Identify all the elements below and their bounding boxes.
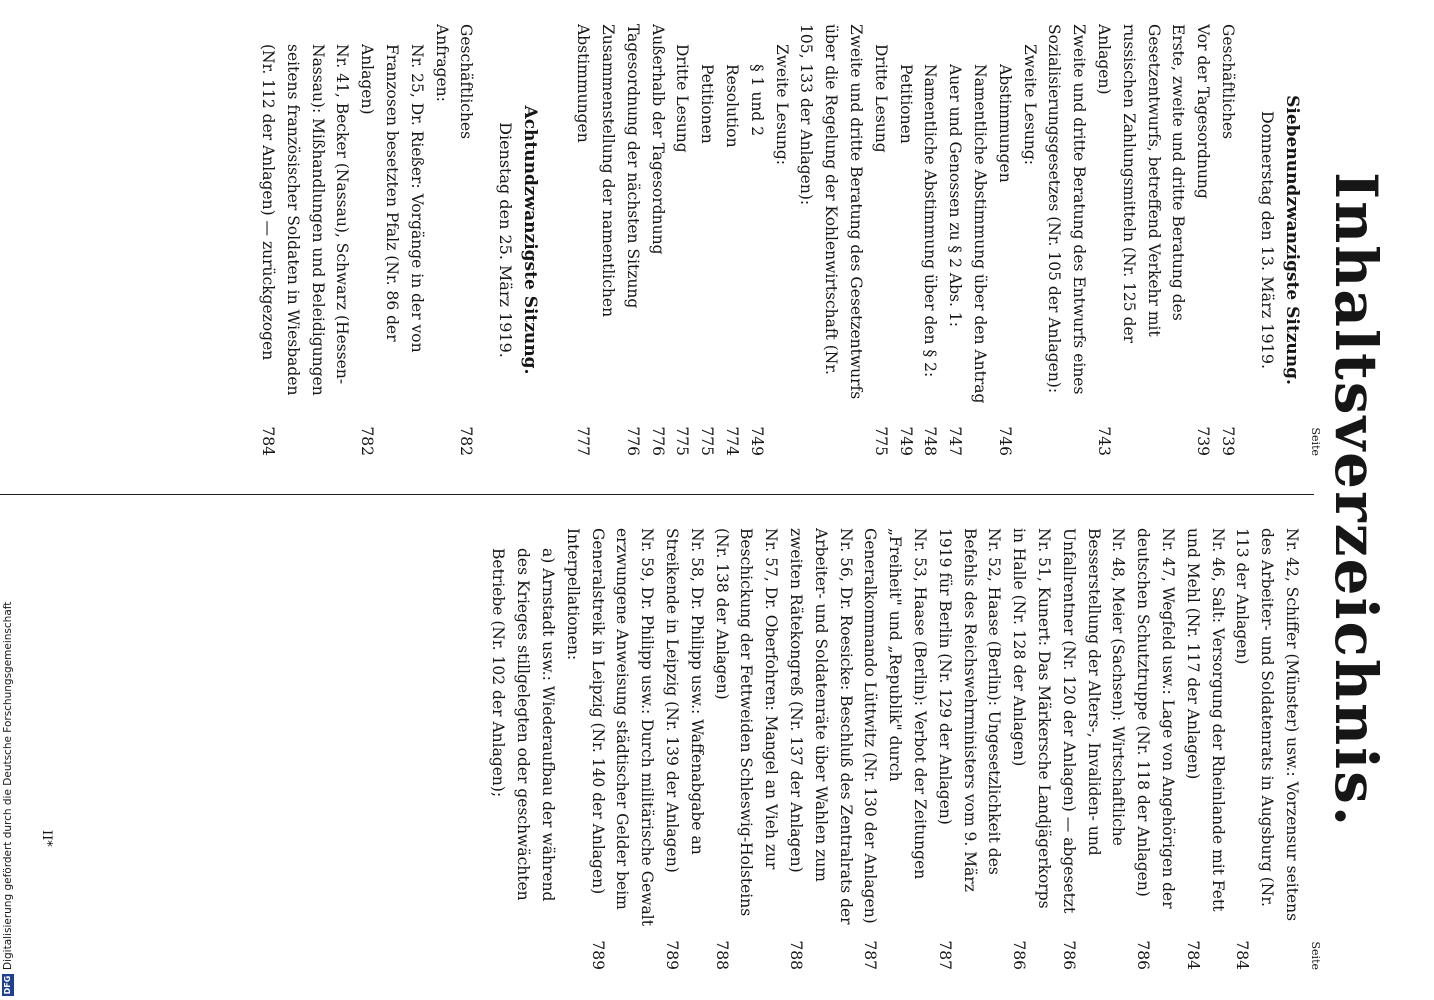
toc-page-number: 789 [663,940,682,970]
toc-entry-text: Nr. 58, Dr. Philipp usw.: Waffenabgabe an Streikende in Leipzig (Nr. 139 der Anlagen) [663,528,706,873]
toc-entry [709,528,783,970]
toc-entry-text: Dritte Lesung [673,44,692,153]
toc-entry-text: Nr. 25, Dr. Rießer: Vorgänge in der von Franzosen besetzten Pfalz (Nr. 86 der Anlagen) [358,44,426,353]
toc-entry-text: Außerhalb der Tagesordnung [648,24,667,255]
toc-entry [794,24,868,456]
toc-page-number: 739 [1194,426,1213,456]
toc-page-number: 788 [712,940,731,970]
toc-entry [1042,24,1092,456]
toc-page-number: 749 [747,426,766,456]
toc-page-number: 784 [1233,940,1252,970]
toc-entry [942,24,992,456]
toc-page-number: 775 [698,426,717,456]
toc-entry [932,528,1006,970]
toc-entry-text: Petitionen [698,64,717,144]
toc-entry [783,528,857,970]
page-title: Inhaltsverzeichnis. [1322,171,1390,829]
toc-entry-text: Vor der Tagesordnung [1194,24,1213,199]
toc-entry-text: Petitionen [896,64,915,144]
toc-entry-text: Erste, zweite und dritte Beratung des Gesetzentwurfs, betreffend Verkehr mit russischen Zahlungsmitteln (Nr. 125 der Anlagen) [1095,24,1188,344]
toc-entry [719,24,744,456]
toc-entry-text: Nr. 53, Haase (Berlin): Verbot der Zeitungen „Freiheit" und „Republik" durch Generalkommando Lüttwitz (Nr. 130 der Anlagen) [861,528,930,924]
toc-entry-text: Nr. 51, Kunert: Das Märkersche Landjägerkorps in Halle (Nr. 128 der Anlagen) [1010,528,1054,909]
toc-page-number: 774 [723,426,742,456]
toc-page-number: 743 [1095,426,1114,456]
toc-page-number: 782 [358,426,377,456]
toc-page-number: 776 [623,426,642,456]
page-label: Seite [1309,427,1322,456]
toc-entry [585,528,659,970]
dfg-logo-icon: DFG [3,975,12,995]
toc-entry [560,528,585,970]
toc-page-number: 787 [935,940,954,970]
toc-page-number: 777 [574,426,593,456]
toc-entry [1180,528,1230,970]
toc-entry-text: Zusammenstellung der namentlichen Abstimmungen [574,24,618,318]
credit-text: Digitalisierung gefördert durch die Deutsche Forschungsgemeinschaft [2,601,14,970]
toc-entry-text: Nr. 41, Becker (Nassau), Schwarz (Hessen-Nassau): Mißhandlungen und Beleidigungen seitens französischer Soldaten in Wiesbaden (Nr. 112 der Anlagen) — zurückgezogen [259,44,352,396]
toc-page-number: 775 [871,426,890,456]
toc-entry-text: Geschäftliches [457,24,476,140]
toc-entry-text: a) Arnstadt usw.: Wiederaufbau der während des Krieges stillgelegten oder geschwächten Betriebe (Nr. 102 der Anlagen); [489,548,558,902]
toc-entry-list [255,24,478,456]
toc-entry-text: Nr. 56, Dr. Roesicke: Beschluß des Zentralrats der Arbeiter- und Soldatenräte über Wahlen zum zweiten Rätekongreß (Nr. 137 der Anlagen) [787,528,855,925]
toc-entry [918,24,943,456]
toc-entry-text: Interpellationen: [563,528,582,661]
toc-entry [255,24,354,456]
toc-page-number: 786 [1010,940,1029,970]
toc-entry [893,24,918,456]
toc-entry-text: Nr. 48, Meier (Sachsen): Wirtschaftliche Besserstellung der Alters-, Invaliden- und Unfallrentner (Nr. 120 der Anlagen) — abgesetzt [1059,528,1128,914]
toc-page-number: 776 [648,426,667,456]
sitting-heading: Siebenundzwanzigste Sitzung. [1282,95,1302,385]
toc-entry [454,24,479,456]
toc-entry-text: Nr. 47, Wegfeld usw.: Lage von Angehörigen der deutschen Schutztruppe (Nr. 118 der Anlagen) [1134,528,1178,909]
toc-entry-text: Zweite und dritte Beratung des Entwurfs eines Sozialisierungsgesetzes (Nr. 105 der Anlagen): [1045,24,1089,395]
toc-entry-list [486,528,1304,970]
toc-page-number: 784 [259,426,278,456]
toc-page-number: 782 [457,426,476,456]
toc-entry-text: Namentliche Abstimmung über den § 2: [921,64,940,378]
toc-entry [355,24,429,456]
toc-page-number: 786 [1059,940,1078,970]
toc-page-number: 775 [673,426,692,456]
toc-entry-text: Zweite Lesung: [772,44,791,166]
toc-entry-list [570,24,1240,456]
toc-entry-text: Dritte Lesung [871,44,890,153]
toc-entry [429,24,454,456]
toc-entry [1056,528,1130,970]
toc-entry [486,528,560,970]
toc-entry-text: Nr. 52, Haase (Berlin): Ungesetzlichkeit des Befehls des Reichswehrministers vom 9. März 1919 für Berlin (Nr. 129 der Anlagen) [935,528,1004,892]
toc-page-number: 788 [787,940,806,970]
toc-entry [659,528,709,970]
toc-entry-text: Nr. 46, Salt: Versorgung der Rheinlande mit Fett und Mehl (Nr. 117 der Anlagen) [1183,528,1227,912]
toc-entry-text: Nr. 42, Schiffer (Münster) usw.: Vorzensur seitens des Arbeiter- und Soldatenrats in Augsburg (Nr. 113 der Anlagen) [1233,528,1301,922]
toc-entry-text: Tagesordnung der nächsten Sitzung [623,24,642,309]
sitting-date: Dienstag den 25. März 1919. [496,122,516,358]
toc-entry [670,24,695,456]
toc-entry-text: Nr. 57, Dr. Oberfohren: Mangel an Vieh zur Beschickung der Fettweiden Schleswig-Holsteins (Nr. 138 der Anlagen) [712,528,781,917]
toc-page-number: 787 [861,940,880,970]
toc-page-number: 747 [946,426,965,456]
toc-entry [694,24,719,456]
right-column [486,528,1322,970]
toc-entry-text: Zweite Lesung: [1020,44,1039,166]
column-divider [0,494,1314,495]
toc-entry [1130,528,1180,970]
left-column [255,24,1322,456]
toc-entry [868,24,893,456]
toc-entry [744,24,769,456]
digitization-credit [2,602,14,996]
sitting-heading: Achtundzwanzigste Sitzung. [520,105,541,375]
toc-entry [858,528,932,970]
toc-page-number: 746 [995,426,1014,456]
toc-entry [620,24,645,456]
toc-page-number: 786 [1134,940,1153,970]
toc-page-number: 748 [921,426,940,456]
toc-entry [1017,24,1042,456]
toc-entry-text: Zweite und dritte Beratung des Gesetzentwurfs über die Regelung der Kohlenwirtschaft (Nr. 105, 133 der Anlagen): [797,24,866,400]
toc-entry-text: Geschäftliches [1219,24,1237,140]
toc-entry [992,24,1017,456]
toc-entry-text: Anfragen: [432,24,451,102]
toc-entry [645,24,670,456]
toc-entry [1215,24,1240,456]
toc-entry-text: Nr. 59, Dr. Philipp usw.: Durch militärische Gewalt erzwungene Anweisung städtischer Gelder beim Generalstreik in Leipzig (Nr. 140 der Anlagen) [588,528,657,926]
toc-entry [570,24,620,456]
page-label: Seite [1309,941,1322,970]
toc-page-number: 789 [588,940,607,970]
toc-entry [1006,528,1056,970]
signature-mark: II* [39,830,54,847]
toc-page-number: 784 [1183,940,1202,970]
sitting-date: Donnerstag den 13. März 1919. [1258,110,1277,370]
toc-entry-text: Abstimmungen [995,64,1014,183]
toc-entry [1091,24,1190,456]
toc-entry-text: Namentliche Abstimmung über den Antrag Auer und Genossen zu § 2 Abs. 1: [946,64,990,404]
toc-page-number: 749 [896,426,915,456]
toc-entry-text: Resolution [723,64,742,148]
toc-entry-text: § 1 und 2 [747,64,766,137]
toc-entry [1190,24,1215,456]
toc-entry [769,24,794,456]
toc-entry [1230,528,1304,970]
toc-page-number: 739 [1219,426,1237,456]
